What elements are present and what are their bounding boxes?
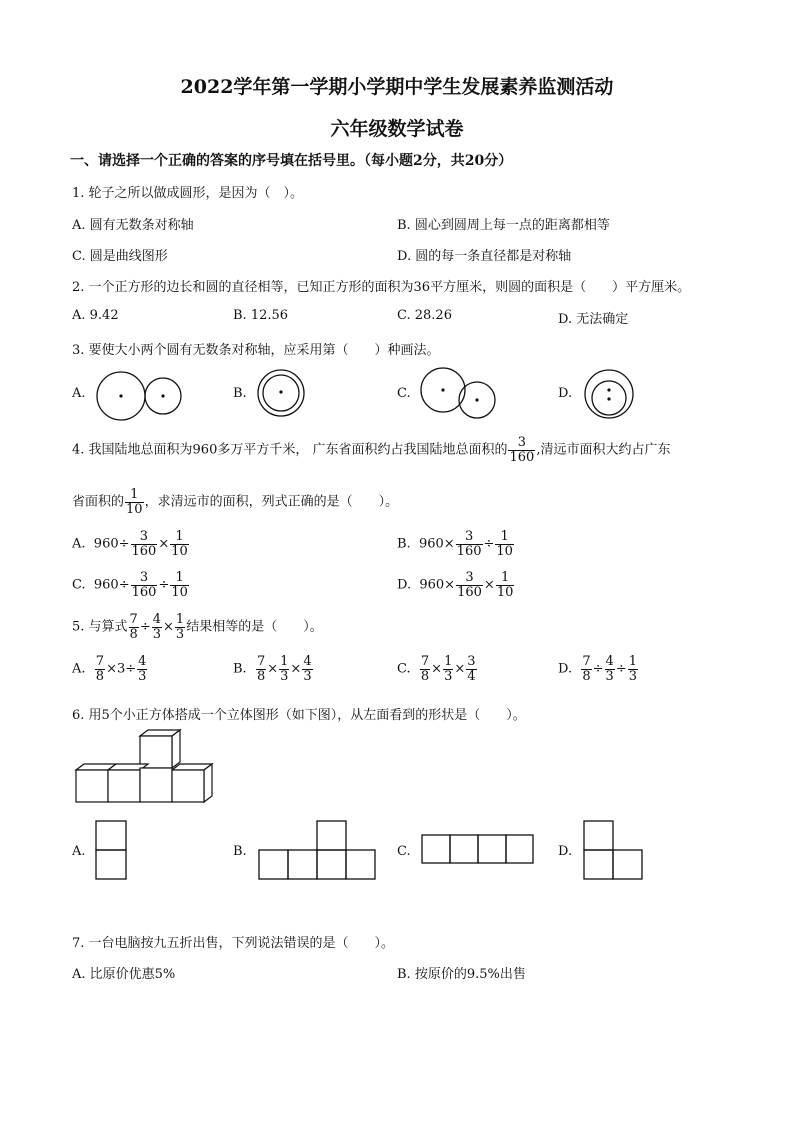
q3-option-b: B.: [233, 386, 247, 401]
q2-option-c: C. 28.26: [397, 308, 452, 323]
q6-figure-a: [95, 820, 129, 882]
q5-option-a: A. $\frac{7}{8}$ ×3÷ $\frac{4}{3}$: [72, 654, 147, 684]
q6-cube-figure: [74, 728, 218, 808]
q4-stem-text-2: ,清远市面积大约占广东: [536, 442, 671, 458]
q4-stem-text-1: 4. 我国陆地总面积为960多万平方千米， 广东省面积约占我国陆地总面积的: [72, 442, 508, 458]
q3-figure-c: [417, 366, 499, 422]
q7-option-a: A. 比原价优惠5%: [72, 967, 176, 982]
q2-option-b: B. 12.56: [233, 308, 289, 323]
q4-option-d: D. 960× $\frac{3}{160}$ × $\frac{1}{10}$: [397, 570, 514, 600]
q4-option-a: A. 960÷ $\frac{3}{160}$ × $\frac{1}{10}$: [72, 529, 188, 559]
q1-stem: 1. 轮子之所以做成圆形，是因为（ ）。: [72, 186, 304, 201]
q6-option-a: A.: [72, 844, 86, 859]
q4-option-b: B. 960× $\frac{3}{160}$ ÷ $\frac{1}{10}$: [397, 529, 513, 559]
page-subtitle: 六年级数学试卷: [330, 118, 464, 140]
q3-option-d: D.: [558, 386, 573, 401]
q7-option-b: B. 按原价的9.5%出售: [397, 967, 526, 982]
q1-option-c: C. 圆是曲线图形: [72, 249, 168, 264]
q3-figure-a: [95, 370, 187, 422]
q4-fraction-3-160: $\frac{3}{160}$: [509, 435, 535, 465]
q6-stem: 6. 用5个小正方体搭成一个立体图形（如下图），从左面看到的形状是（ ）。: [72, 708, 526, 723]
q6-figure-d: [583, 820, 645, 882]
q3-option-a: A.: [72, 386, 86, 401]
q3-figure-d: [581, 368, 637, 420]
q3-figure-b: [254, 368, 308, 418]
q4-stem-line1: [72, 436, 670, 464]
q5-stem: 5. 与算式 $\frac{7}{8}$ ÷ $\frac{4}{3}$ × $\frac{1}{3}$ 结果相等的是（ ）。: [72, 612, 323, 642]
q7-stem: 7. 一台电脑按九五折出售，下列说法错误的是（ ）。: [72, 936, 395, 951]
q3-stem: 3. 要使大小两个圆有无数条对称轴，应采用第（ ）种画法。: [72, 343, 440, 358]
q5-option-b: B. $\frac{7}{8}$ × $\frac{1}{3}$ × $\frac{4}{3}$: [233, 654, 312, 684]
q6-option-c: C.: [397, 844, 411, 859]
q1-option-b: B. 圆心到圆周上每一点的距离都相等: [397, 218, 610, 233]
q5-option-c: C. $\frac{7}{8}$ × $\frac{1}{3}$ × $\frac{3}{4}$: [397, 654, 476, 684]
q4-stem-text-4: ，求清远市的面积，列式正确的是（ ）。: [144, 494, 399, 510]
q4-fraction-1-10: $\frac{1}{10}$: [126, 487, 143, 517]
q2-stem: 2. 一个正方形的边长和圆的直径相等，已知正方形的面积为36平方厘米，则圆的面积是（ ）平方厘米。: [72, 280, 691, 295]
q2-option-d: D. 无法确定: [558, 312, 629, 327]
section-heading: 一、请选择一个正确的答案的序号填在括号里。（每小题2分，共20分）: [70, 153, 513, 169]
q4-stem-text-3: 省面积的: [72, 494, 125, 510]
q4-stem-line2: [72, 488, 398, 516]
q5-option-d: D. $\frac{7}{8}$ ÷ $\frac{4}{3}$ ÷ $\frac{1}{3}$: [558, 654, 638, 684]
page-title: 2022学年第一学期小学期中学生发展素养监测活动: [180, 76, 614, 98]
q1-option-d: D. 圆的每一条直径都是对称轴: [397, 249, 572, 264]
q6-option-d: D.: [558, 844, 573, 859]
q3-option-c: C.: [397, 386, 411, 401]
q2-option-a: A. 9.42: [72, 308, 119, 323]
q6-figure-b: [258, 820, 378, 882]
q4-option-c: C. 960÷ $\frac{3}{160}$ ÷ $\frac{1}{10}$: [72, 570, 188, 600]
q1-option-a: A. 圆有无数条对称轴: [72, 218, 194, 233]
q6-option-b: B.: [233, 844, 247, 859]
q6-figure-c: [421, 834, 535, 866]
